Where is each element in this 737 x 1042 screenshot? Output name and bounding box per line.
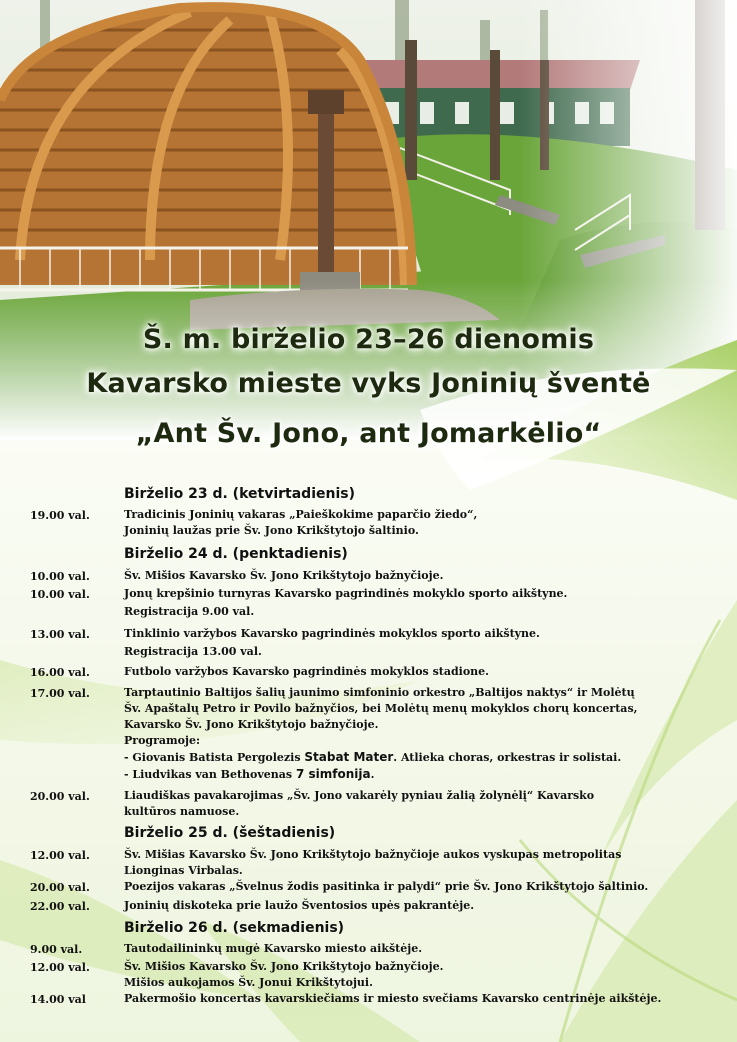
event-description: Šv. Mišias Kavarsko Šv. Jono Krikštytojo bažnyčioje aukos vyskupas metropolitas Lionginas Virbalas. [124,848,622,877]
event-description: Liaudiškas pavakarojimas „Šv. Jono vakarėly pyniau žalią žolynėlį“ Kavarsko kultūros namuose. [124,789,595,818]
event-time: 9.00 val. [30,943,83,956]
event-description: Tarptautinio Baltijos šalių jaunimo simfoninio orkestro „Baltijos naktys“ ir Molėtų Šv. Apaštalų Petro ir Povilo bažnyčios, bei Molėtų menų mokyklos chorų koncertas, Kavarsko Šv. Jono Krikštytojo bažnyčioje. Programoje: - Giovanis Batista Pergolezis Stabat Mater. Atlieka choras, orkestras ir solistai. - Liudvikas van Bethovenas 7 simfonija. [124,686,638,781]
event-time: 10.00 val. [30,588,90,601]
event-description: Pakermošio koncertas kavarskiečiams ir miesto svečiams Kavarsko centrinėje aikštėje. [124,992,662,1005]
event-time: 14.00 val [30,993,86,1006]
event-description: Jonų krepšinio turnyras Kavarsko pagrindinės mokyklo sporto aikštyne. Registracija 9.00 val. [124,587,568,618]
day-heading: Birželio 25 d. (šeštadienis) [124,825,336,841]
event-description: Šv. Mišios Kavarsko Šv. Jono Krikštytojo bažnyčioje. [124,569,444,582]
event-time: 13.00 val. [30,628,90,641]
event-time: 12.00 val. [30,961,90,974]
event-time: 20.00 val. [30,881,90,894]
day-heading: Birželio 26 d. (sekmadienis) [124,920,345,936]
title-line-3: „Ant Šv. Jono, ant Jomarkėlio“ [135,418,602,449]
event-time: 12.00 val. [30,849,90,862]
event-time: 10.00 val. [30,570,90,583]
event-description: Tinklinio varžybos Kavarsko pagrindinės mokyklos sporto aikštyne. Registracija 13.00 val. [124,627,540,658]
title-line-2: Kavarsko mieste vyks Joninių šventė [86,368,651,399]
program-item: - Giovanis Batista Pergolezis Stabat Mater. Atlieka choras, orkestras ir solistai. [124,750,622,764]
program-label: Programoje: [124,734,201,747]
event-description: Futbolo varžybos Kavarsko pagrindinės mokyklos stadione. [124,665,490,678]
event-description: Tautodailininkų mugė Kavarsko miesto aikštėje. [124,942,423,955]
program-item: - Liudvikas van Bethovenas 7 simfonija. [124,767,375,781]
day-heading: Birželio 24 d. (penktadienis) [124,546,348,562]
event-time: 16.00 val. [30,666,90,679]
day-heading: Birželio 23 d. (ketvirtadienis) [124,486,355,502]
event-description: Poezijos vakaras „Švelnus žodis pasitinka ir palydi“ prie Šv. Jono Krikštytojo šaltinio. [124,880,649,893]
title-line-1: Š. m. birželio 23–26 dienomis [142,324,595,355]
event-time: 22.00 val. [30,900,90,913]
pavilion-dome [0,7,412,294]
event-time: 17.00 val. [30,687,90,700]
event-description: Joninių diskoteka prie laužo Šventosios upės pakrantėje. [124,899,475,912]
event-description: Tradicinis Joninių vakaras „Paieškokime paparčio žiedo“, Joninių laužas prie Šv. Jono Krikštytojo šaltinio. [124,508,478,537]
event-description: Šv. Mišios Kavarsko Šv. Jono Krikštytojo bažnyčioje. Mišios aukojamos Šv. Jonui Krikštytojui. [124,960,444,989]
event-time: 19.00 val. [30,509,90,522]
event-time: 20.00 val. [30,790,90,803]
